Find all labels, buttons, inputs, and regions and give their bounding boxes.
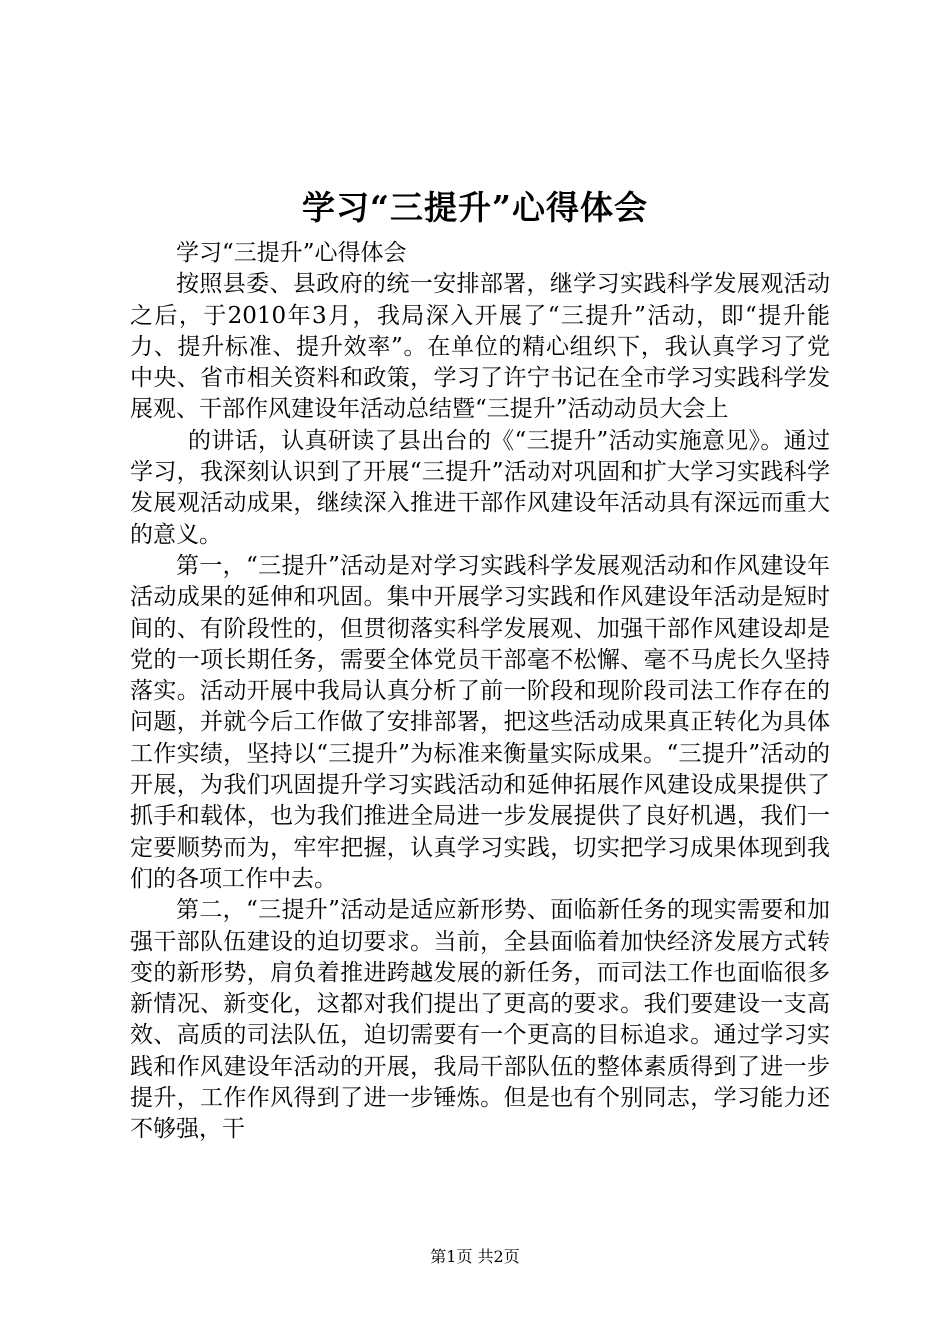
paragraph-intro: 按照县委、县政府的统一安排部署，继学习实践科学发展观活动之后，于2010年3月，我局深入开展了“三提升”活动，即“提升能力、提升标准、提升效率”。在单位的精心组织下，我认真学习了党中央、省市相关资料和政策，学习了许宁书记在全市学习实践科学发展观、干部作风建设年活动总结暨“三提升”活动动员大会上 — [130, 271, 830, 423]
document-body — [130, 238, 830, 1146]
subtitle-paragraph: 学习“三提升”心得体会 — [176, 240, 407, 266]
page-footer: 第1页 共2页 — [430, 1247, 520, 1266]
document-title: 学习“三提升”心得体会 — [302, 188, 648, 227]
paragraph-first-point: 第一，“三提升”活动是对学习实践科学发展观活动和作风建设年活动成果的延伸和巩固。集中开展学习实践和作风建设年活动是短时间的、有阶段性的，但贯彻落实科学发展观、加强干部作风建设却是党的一项长期任务，需要全体党员干部毫不松懈、毫不马虎长久坚持落实。活动开展中我局认真分析了前一阶段和现阶段司法工作存在的问题，并就今后工作做了安排部署，把这些活动成果真正转化为具体工作实绩，坚持以“三提升”为标准来衡量实际成果。“三提升”活动的开展，为我们巩固提升学习实践活动和延伸拓展作风建设成果提供了抓手和载体，也为我们推进全局进一步发展提供了良好机遇，我们一定要顺势而为，牢牢把握，认真学习实践，切实把学习成果体现到我们的各项工作中去。 — [130, 552, 830, 892]
paragraph-second-point: 第二，“三提升”活动是适应新形势、面临新任务的现实需要和加强干部队伍建设的迫切要求。当前，全县面临着加快经济发展方式转变的新形势，肩负着推进跨越发展的新任务，而司法工作也面临很多新情况、新变化，这都对我们提出了更高的要求。我们要建设一支高效、高质的司法队伍，迫切需要有一个更高的目标追求。通过学习实践和作风建设年活动的开展，我局干部队伍的整体素质得到了进一步提升，工作作风得到了进一步锤炼。但是也有个别同志，学习能力还不够强，干 — [130, 897, 830, 1143]
paragraph-continuation: 的讲话，认真研读了县出台的《“三提升”活动实施意见》。通过学习，我深刻认识到了开展“三提升”活动对巩固和扩大学习实践科学发展观活动成果，继续深入推进干部作风建设年活动具有深远而重大的意义。 — [130, 427, 830, 548]
